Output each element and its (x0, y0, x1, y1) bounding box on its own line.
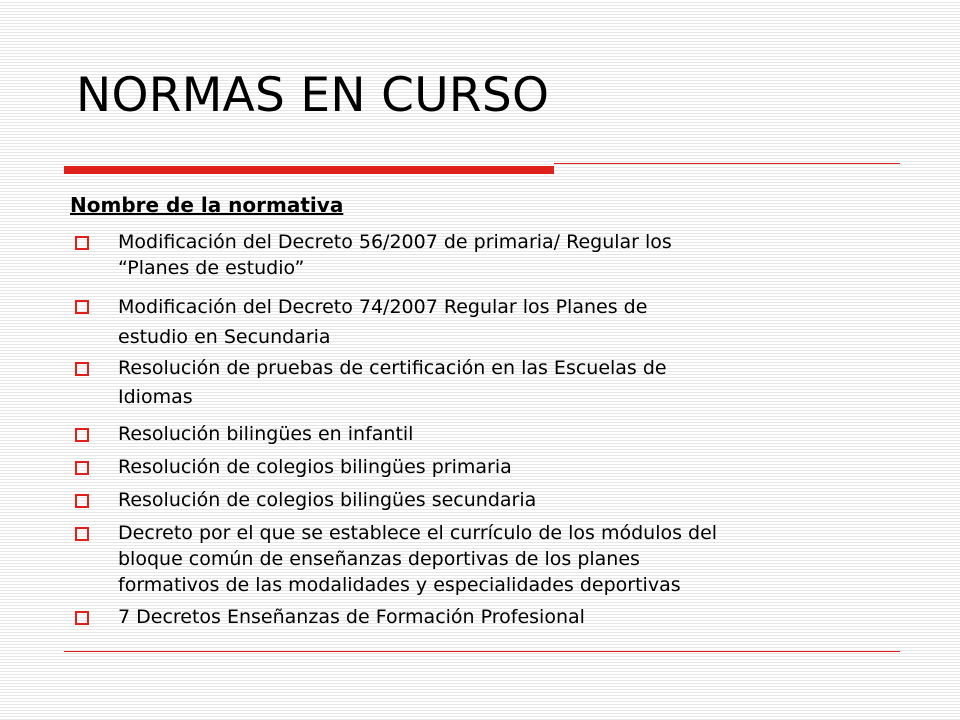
section-heading: Nombre de la normativa (70, 193, 344, 217)
list-item (72, 421, 902, 447)
list-item-text: Resolución de colegios bilingües primaria (118, 456, 512, 478)
list-item-text: Modificación del Decreto 56/2007 de primaria/ Regular los “Planes de estudio” (118, 231, 672, 279)
list-item-text: Resolución bilingües en infantil (118, 423, 414, 445)
list-item (72, 292, 902, 352)
hollow-square-bullet-icon (75, 300, 89, 314)
hollow-square-bullet-icon (75, 428, 89, 442)
hollow-square-bullet-icon (75, 236, 89, 250)
hollow-square-bullet-icon (75, 362, 89, 376)
list-item-text: Resolución de colegios bilingües secundaria (118, 489, 537, 511)
hollow-square-bullet-icon (75, 611, 89, 625)
list-item-text: Resolución de pruebas de certificación en las Escuelas de Idiomas (118, 357, 667, 408)
list-item (72, 520, 902, 598)
list-item (72, 487, 902, 513)
list-item (72, 454, 902, 480)
hollow-square-bullet-icon (75, 494, 89, 508)
list-item (72, 229, 902, 281)
list-item-text: 7 Decretos Enseñanzas de Formación Profesional (118, 606, 585, 628)
list-item (72, 604, 902, 630)
hollow-square-bullet-icon (75, 527, 89, 541)
bottom-divider (64, 651, 900, 652)
hollow-square-bullet-icon (75, 461, 89, 475)
list-item (72, 354, 902, 412)
title-underline-thick (64, 166, 554, 174)
list-item-text: Modificación del Decreto 74/2007 Regular los Planes de estudio en Secundaria (118, 296, 648, 348)
title-underline-thin (554, 163, 900, 164)
slide-title: NORMAS EN CURSO (76, 68, 550, 123)
list-item-text: Decreto por el que se establece el currículo de los módulos del bloque común de enseñanzas deportivas de los planes formativos de las modalidades y especialidades deportivas (118, 522, 718, 596)
